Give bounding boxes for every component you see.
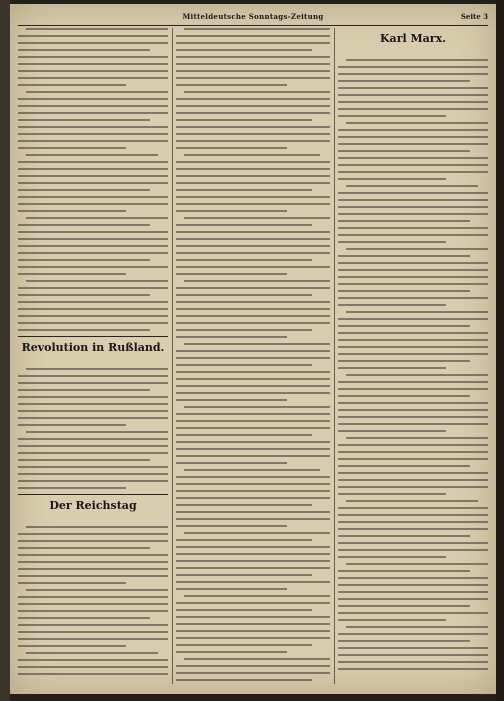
text-line-placeholder [338,416,488,418]
text-line-placeholder [18,196,168,198]
text-line-placeholder [338,297,488,299]
text-line-placeholder [176,329,312,331]
page-number-right: Seite 3 [460,12,488,21]
binding-edge-left [0,0,10,701]
text-line-placeholder [176,588,287,590]
text-line-placeholder [18,140,168,142]
text-line-placeholder [18,631,168,633]
text-line-placeholder [176,623,330,625]
text-line-placeholder [338,570,470,572]
text-block [18,28,168,331]
text-line-placeholder [18,133,168,135]
text-line-placeholder [338,199,488,201]
text-line-placeholder [18,224,150,226]
text-line-placeholder [176,476,330,478]
text-line-placeholder [338,388,488,390]
text-line-placeholder [176,133,330,135]
text-line-placeholder [18,487,126,489]
text-line-placeholder [176,315,330,317]
text-line-placeholder [176,399,287,401]
article-heading: Karl Marx. [380,32,446,45]
text-line-placeholder [338,87,488,89]
text-line-placeholder [18,596,168,598]
text-line-placeholder [18,445,168,447]
text-line-placeholder [338,206,488,208]
text-line-placeholder [338,493,446,495]
text-line-placeholder [338,255,470,257]
text-line-placeholder [18,252,168,254]
text-line-placeholder [338,73,488,75]
text-line-placeholder [18,315,168,317]
text-line-placeholder [18,568,168,570]
text-line-placeholder [176,518,330,520]
text-line-placeholder [338,528,488,530]
column-3 [338,28,488,684]
text-line-placeholder [338,192,488,194]
text-line-placeholder [338,220,470,222]
text-line-placeholder [26,91,168,93]
text-line-placeholder [176,70,330,72]
text-line-placeholder [176,168,330,170]
text-line-placeholder [176,98,330,100]
text-line-placeholder [18,561,168,563]
column-separator [334,28,335,684]
text-line-placeholder [338,451,488,453]
text-line-placeholder [338,402,488,404]
text-line-placeholder [346,563,488,565]
text-block [18,368,168,489]
text-line-placeholder [346,437,488,439]
text-line-placeholder [176,546,330,548]
text-line-placeholder [338,409,488,411]
text-line-placeholder [18,452,168,454]
text-line-placeholder [338,465,470,467]
article-byline [18,516,168,522]
text-line-placeholder [176,196,330,198]
newspaper-page [10,4,496,694]
text-line-placeholder [26,28,168,30]
text-line-placeholder [338,619,446,621]
article-byline [18,358,168,364]
text-line-placeholder [18,77,168,79]
text-line-placeholder [176,539,312,541]
text-line-placeholder [176,560,330,562]
text-line-placeholder [176,294,312,296]
text-line-placeholder [18,147,126,149]
text-line-placeholder [18,540,168,542]
text-line-placeholder [338,430,446,432]
text-line-placeholder [184,154,320,156]
page-header [18,12,488,26]
text-line-placeholder [176,378,330,380]
text-line-placeholder [176,287,330,289]
text-line-placeholder [18,438,168,440]
text-line-placeholder [338,591,488,593]
text-line-placeholder [338,654,488,656]
text-line-placeholder [18,329,150,331]
text-line-placeholder [176,126,330,128]
text-line-placeholder [176,616,330,618]
text-line-placeholder [176,105,330,107]
text-line-placeholder [176,119,312,121]
text-line-placeholder [338,479,488,481]
column-2 [176,28,330,684]
text-line-placeholder [18,575,168,577]
text-line-placeholder [346,626,488,628]
binding-edge-right [496,0,504,701]
text-line-placeholder [176,385,330,387]
text-line-placeholder [176,42,330,44]
text-block [18,526,168,675]
text-line-placeholder [338,276,488,278]
text-line-placeholder [18,245,168,247]
text-line-placeholder [18,49,150,51]
text-line-placeholder [18,203,168,205]
text-line-placeholder [338,66,488,68]
text-line-placeholder [176,637,330,639]
text-line-placeholder [176,602,330,604]
text-line-placeholder [176,420,330,422]
text-line-placeholder [176,273,287,275]
text-line-placeholder [184,658,330,660]
text-line-placeholder [338,178,446,180]
text-line-placeholder [338,129,488,131]
text-line-placeholder [346,248,488,250]
text-line-placeholder [18,617,150,619]
text-line-placeholder [346,311,488,313]
text-line-placeholder [176,672,330,674]
text-line-placeholder [176,581,330,583]
text-line-placeholder [338,283,488,285]
text-line-placeholder [338,241,446,243]
text-line-placeholder [176,504,312,506]
text-line-placeholder [184,217,330,219]
text-line-placeholder [176,651,287,653]
text-line-placeholder [184,343,330,345]
text-line-placeholder [176,252,330,254]
text-line-placeholder [338,339,488,341]
text-line-placeholder [18,466,168,468]
text-line-placeholder [338,612,488,614]
text-line-placeholder [176,245,330,247]
text-line-placeholder [338,661,488,663]
newspaper-title: Mitteldeutsche Sonntags-Zeitung [182,12,324,21]
text-line-placeholder [18,287,168,289]
text-line-placeholder [176,84,287,86]
text-line-placeholder [176,553,330,555]
text-line-placeholder [18,189,150,191]
text-line-placeholder [176,364,312,366]
text-line-placeholder [176,497,330,499]
text-line-placeholder [338,94,488,96]
text-line-placeholder [18,168,168,170]
text-line-placeholder [176,630,330,632]
text-line-placeholder [176,238,330,240]
text-line-placeholder [176,665,330,667]
text-line-placeholder [18,70,168,72]
text-line-placeholder [18,63,168,65]
text-line-placeholder [338,577,488,579]
text-line-placeholder [338,143,488,145]
text-line-placeholder [346,59,488,61]
text-line-placeholder [176,525,287,527]
text-line-placeholder [338,535,470,537]
text-line-placeholder [18,42,168,44]
text-line-placeholder [18,259,150,261]
text-line-placeholder [338,549,488,551]
text-line-placeholder [184,91,330,93]
text-line-placeholder [26,526,168,528]
text-line-placeholder [346,374,488,376]
text-line-placeholder [18,119,150,121]
text-line-placeholder [176,63,330,65]
text-line-placeholder [338,157,488,159]
text-line-placeholder [18,645,126,647]
text-line-placeholder [176,434,312,436]
text-line-placeholder [18,266,168,268]
text-line-placeholder [18,459,150,461]
text-line-placeholder [18,375,168,377]
text-line-placeholder [18,624,168,626]
text-line-placeholder [338,605,470,607]
column-1 [18,28,168,684]
text-line-placeholder [338,556,446,558]
text-line-placeholder [18,301,168,303]
text-line-placeholder [18,533,168,535]
text-line-placeholder [176,413,330,415]
text-line-placeholder [176,224,312,226]
text-line-placeholder [176,357,330,359]
text-line-placeholder [338,367,446,369]
text-line-placeholder [18,666,168,668]
text-line-placeholder [176,490,330,492]
text-line-placeholder [176,112,330,114]
text-line-placeholder [176,182,330,184]
text-line-placeholder [18,424,126,426]
text-line-placeholder [338,542,488,544]
text-line-placeholder [26,154,158,156]
text-line-placeholder [176,441,330,443]
text-line-placeholder [18,35,168,37]
text-line-placeholder [338,381,488,383]
column-separator [172,28,173,684]
text-line-placeholder [176,448,330,450]
text-line-placeholder [176,574,312,576]
text-line-placeholder [338,332,488,334]
text-line-placeholder [338,444,488,446]
text-line-placeholder [338,514,488,516]
text-line-placeholder [176,56,330,58]
text-line-placeholder [18,294,150,296]
article-heading: Revolution in Rußland. [21,341,165,354]
text-line-placeholder [18,238,168,240]
text-line-placeholder [338,668,488,670]
text-line-placeholder [338,164,488,166]
text-line-placeholder [176,308,330,310]
text-line-placeholder [26,280,168,282]
text-line-placeholder [176,147,287,149]
text-line-placeholder [338,262,488,264]
text-line-placeholder [18,396,168,398]
text-line-placeholder [176,175,330,177]
text-line-placeholder [176,511,330,513]
text-line-placeholder [338,227,488,229]
text-line-placeholder [18,84,126,86]
text-line-placeholder [18,473,168,475]
section-rule [18,494,168,495]
text-line-placeholder [176,644,312,646]
text-line-placeholder [176,567,330,569]
text-line-placeholder [176,77,330,79]
text-line-placeholder [18,417,168,419]
text-line-placeholder [26,217,168,219]
article-heading: Der Reichstag [49,499,137,512]
text-line-placeholder [176,301,330,303]
text-line-placeholder [18,210,126,212]
text-line-placeholder [176,35,330,37]
text-line-placeholder [18,638,168,640]
text-line-placeholder [176,231,330,233]
text-line-placeholder [18,403,168,405]
text-line-placeholder [176,322,330,324]
text-line-placeholder [18,308,168,310]
text-line-placeholder [176,336,287,338]
text-line-placeholder [18,56,168,58]
text-line-placeholder [346,122,488,124]
text-line-placeholder [18,161,168,163]
text-line-placeholder [18,582,126,584]
text-line-placeholder [338,290,470,292]
text-line-placeholder [176,679,312,681]
text-line-placeholder [176,210,287,212]
text-line-placeholder [18,603,168,605]
text-line-placeholder [18,112,168,114]
text-line-placeholder [18,98,168,100]
text-line-placeholder [338,633,488,635]
text-line-placeholder [18,610,168,612]
text-line-placeholder [338,584,488,586]
text-line-placeholder [184,406,330,408]
text-line-placeholder [346,500,478,502]
text-line-placeholder [338,507,488,509]
text-line-placeholder [338,318,488,320]
text-line-placeholder [338,80,470,82]
text-line-placeholder [26,589,168,591]
text-line-placeholder [176,427,330,429]
text-line-placeholder [176,483,330,485]
text-line-placeholder [338,171,488,173]
text-line-placeholder [18,554,168,556]
text-line-placeholder [176,462,287,464]
text-line-placeholder [338,213,488,215]
text-block [338,59,488,670]
text-line-placeholder [338,486,488,488]
text-line-placeholder [18,480,168,482]
text-line-placeholder [176,609,312,611]
text-line-placeholder [184,595,330,597]
text-block [176,28,330,684]
text-line-placeholder [338,647,488,649]
text-line-placeholder [18,182,168,184]
text-line-placeholder [176,392,330,394]
text-line-placeholder [18,410,168,412]
text-line-placeholder [338,423,488,425]
text-line-placeholder [338,304,446,306]
text-line-placeholder [18,547,150,549]
text-line-placeholder [26,431,168,433]
article-byline [338,49,488,55]
text-line-placeholder [26,368,168,370]
text-line-placeholder [338,115,446,117]
text-line-placeholder [18,673,168,675]
section-rule [18,336,168,337]
text-line-placeholder [338,325,470,327]
text-line-placeholder [338,395,470,397]
text-line-placeholder [18,126,168,128]
text-line-placeholder [176,350,330,352]
text-line-placeholder [338,346,488,348]
text-line-placeholder [338,598,488,600]
text-line-placeholder [338,640,470,642]
text-line-placeholder [184,280,330,282]
text-line-placeholder [338,136,488,138]
text-line-placeholder [18,231,168,233]
text-line-placeholder [18,105,168,107]
text-line-placeholder [176,266,330,268]
text-line-placeholder [176,49,312,51]
text-line-placeholder [18,389,150,391]
text-line-placeholder [338,269,488,271]
text-line-placeholder [338,458,488,460]
text-line-placeholder [338,234,488,236]
text-line-placeholder [176,203,330,205]
text-line-placeholder [338,521,488,523]
text-line-placeholder [338,360,470,362]
text-line-placeholder [184,469,320,471]
text-line-placeholder [176,140,330,142]
text-line-placeholder [338,101,488,103]
text-line-placeholder [176,189,312,191]
text-line-placeholder [346,185,478,187]
text-line-placeholder [176,259,312,261]
text-line-placeholder [176,455,330,457]
header-rule [18,25,488,26]
text-line-placeholder [18,382,168,384]
text-line-placeholder [338,108,488,110]
text-line-placeholder [176,371,330,373]
text-line-placeholder [18,322,168,324]
text-line-placeholder [18,659,168,661]
text-line-placeholder [18,175,168,177]
text-line-placeholder [26,652,158,654]
text-line-placeholder [338,150,470,152]
text-line-placeholder [338,353,488,355]
text-line-placeholder [338,472,488,474]
text-line-placeholder [184,28,330,30]
text-line-placeholder [176,161,330,163]
text-line-placeholder [18,273,126,275]
text-line-placeholder [184,532,330,534]
